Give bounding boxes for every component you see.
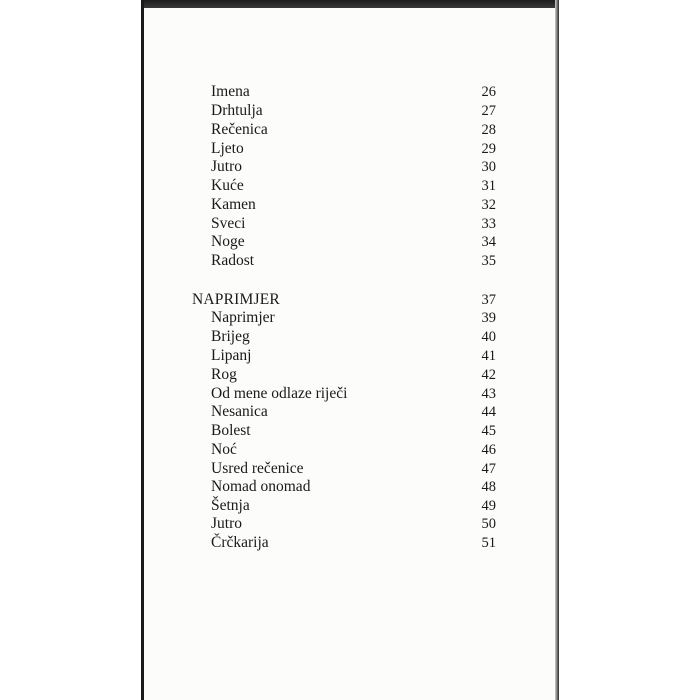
toc-entry-page: 45 (481, 423, 496, 439)
toc-entry (0, 385, 700, 403)
toc-entry (0, 534, 700, 552)
toc-section-title: NAPRIMJER (192, 291, 280, 308)
toc-entry-page: 32 (481, 197, 496, 213)
toc-entry (0, 497, 700, 515)
toc-entry (0, 309, 700, 327)
toc-entry-page: 41 (481, 348, 496, 364)
toc-entry (0, 328, 700, 346)
toc-entry-page: 27 (481, 103, 496, 119)
toc-entry (0, 121, 700, 139)
toc-section-heading (0, 291, 700, 309)
toc-entry-title: Od mene odlaze riječi (211, 385, 348, 402)
toc-entry-page: 49 (481, 498, 496, 514)
toc-entry (0, 177, 700, 195)
toc-entry-title: Lipanj (211, 347, 252, 364)
toc-entry-page: 34 (481, 234, 496, 250)
toc-entry-page: 48 (481, 479, 496, 495)
toc-entry-page: 40 (481, 329, 496, 345)
toc-entry (0, 366, 700, 384)
toc-entry (0, 515, 700, 533)
toc-entry-page: 35 (481, 253, 496, 269)
toc-entry (0, 478, 700, 496)
toc-entry-title: Črčkarija (211, 534, 269, 551)
toc-section-page: 37 (481, 292, 496, 308)
toc-entry-title: Brijeg (211, 328, 250, 345)
toc-entry-title: Noć (211, 441, 237, 458)
toc-entry (0, 215, 700, 233)
toc-entry (0, 233, 700, 251)
toc-entry-page: 33 (481, 216, 496, 232)
toc-entry-title: Ljeto (211, 140, 244, 157)
toc-entry-title: Noge (211, 233, 245, 250)
toc-entry-title: Jutro (211, 158, 242, 175)
toc-entry-page: 43 (481, 386, 496, 402)
toc-entry (0, 460, 700, 478)
toc-entry-page: 31 (481, 178, 496, 194)
toc-entry-title: Rog (211, 366, 237, 383)
toc-entry-title: Nesanica (211, 403, 268, 420)
toc-entry-page: 28 (481, 122, 496, 138)
toc-entry-title: Bolest (211, 422, 251, 439)
toc-entry (0, 158, 700, 176)
toc-entry-title: Jutro (211, 515, 242, 532)
toc-entry-page: 46 (481, 442, 496, 458)
toc-entry-page: 29 (481, 141, 496, 157)
toc-entry-page: 44 (481, 404, 496, 420)
toc-entry (0, 196, 700, 214)
toc-entry-title: Radost (211, 252, 255, 269)
toc-entry-title: Kamen (211, 196, 256, 213)
toc-entry-title: Drhtulja (211, 102, 263, 119)
toc-entry-page: 26 (481, 84, 496, 100)
toc-entry-page: 30 (481, 159, 496, 175)
toc-entry-page: 50 (481, 516, 496, 532)
toc-entry-title: Šetnja (211, 497, 250, 514)
toc-entry-page: 39 (481, 310, 496, 326)
toc-entry (0, 252, 700, 270)
toc-entry-title: Usred rečenice (211, 460, 304, 477)
toc-entry (0, 83, 700, 101)
toc-entry-title: Naprimjer (211, 309, 275, 326)
toc-entry-page: 42 (481, 367, 496, 383)
toc-entry (0, 422, 700, 440)
toc-entry (0, 140, 700, 158)
toc-entry-title: Nomad onomad (211, 478, 311, 495)
toc-entry-title: Kuće (211, 177, 244, 194)
toc-entry (0, 403, 700, 421)
toc-entry (0, 347, 700, 365)
toc-entry (0, 102, 700, 120)
toc-entry-title: Sveci (211, 215, 246, 232)
toc-entry-page: 47 (481, 461, 496, 477)
toc-entry-title: Imena (211, 83, 250, 100)
toc-entry-page: 51 (481, 535, 496, 551)
toc-entry (0, 441, 700, 459)
toc-entry-title: Rečenica (211, 121, 268, 138)
